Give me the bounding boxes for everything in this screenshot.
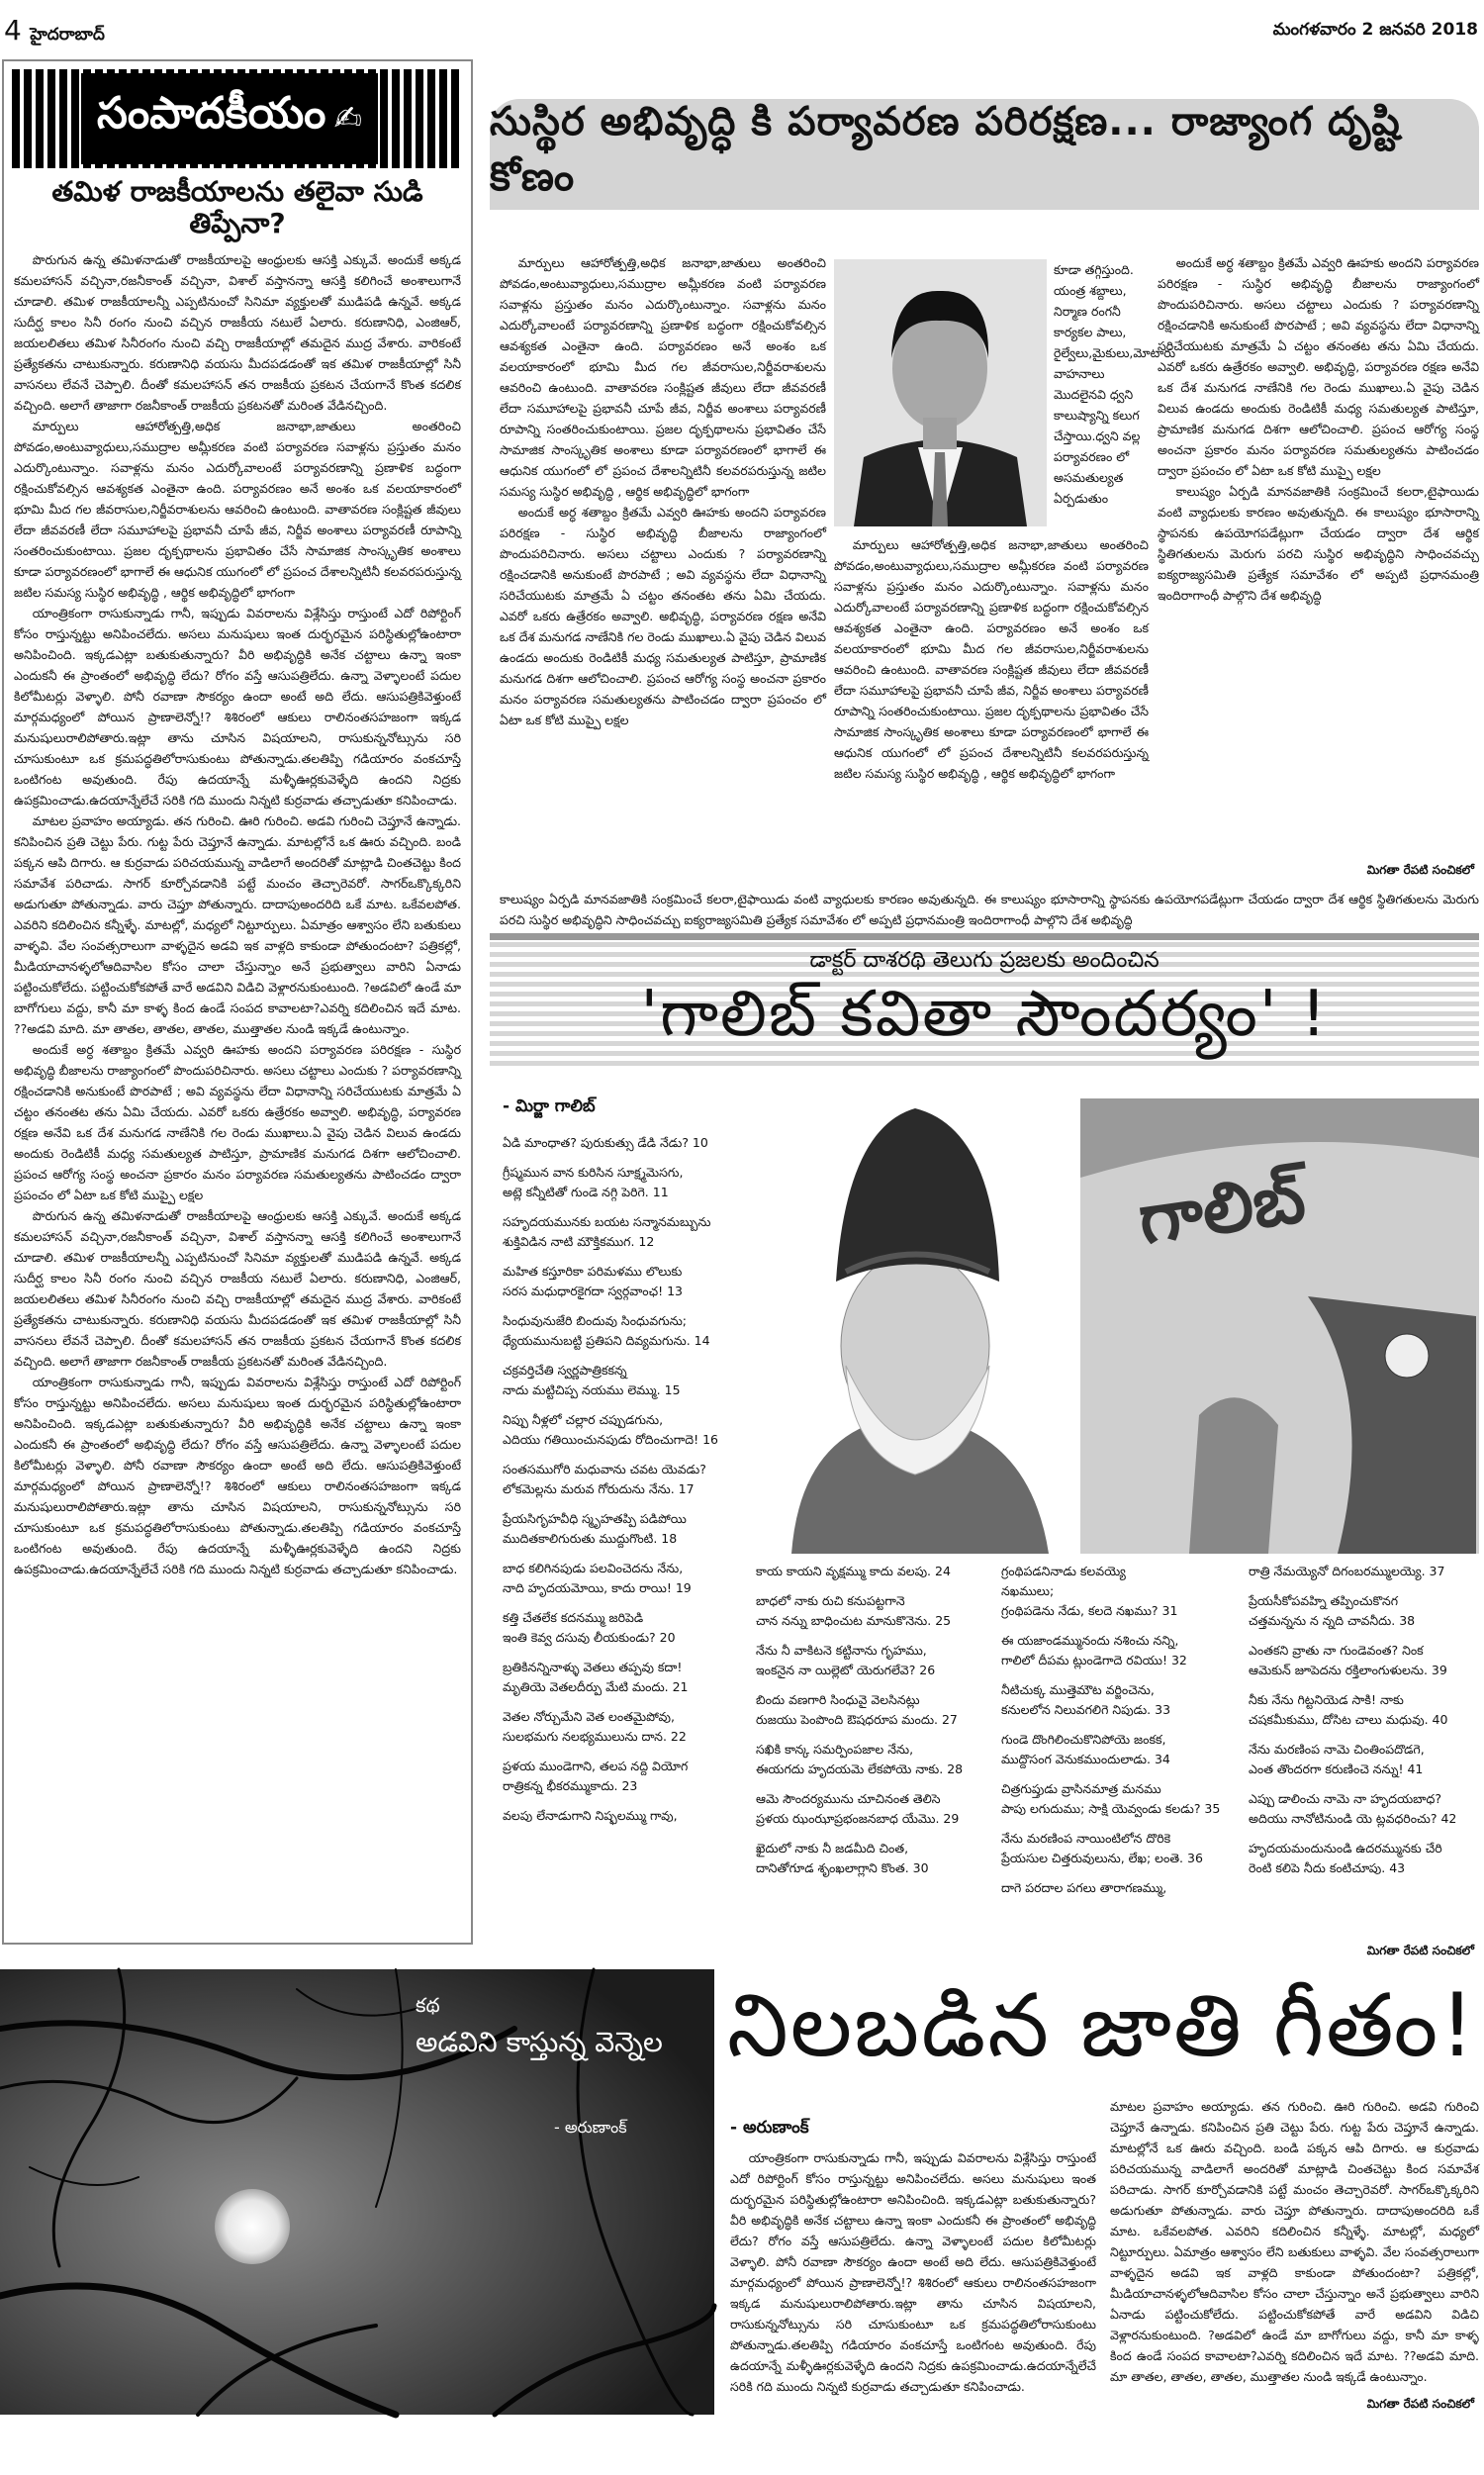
verse: బాధలో నాకు రుచి కనుపట్టగానె చాన నన్ను బాధించుట మానుకొనెను. 25 [756,1593,952,1628]
story-continued: మిగతా రేపటి సంచికలో [1366,2397,1474,2411]
story-label: కథ [416,1993,440,2017]
story-headline: నిలబడిన జాతి గీతం! [727,1974,1477,2076]
ghalib-headline: 'గాలిబ్ కవితా సౌందర్యం' ! [640,978,1329,1051]
page-number: 4 [4,14,22,47]
verse: సఖికి కాన్క సమర్పింపజాల నేను, ఈయగదు హృదయమె లేకపోయె నాకు. 28 [756,1742,964,1776]
ghalib-continued: మిగతా రేపటి సంచికలో [1366,1944,1474,1957]
verse: నీకు నేను గిట్టనియెడ సాకి! నాకు చషకమీకుము, దోసిట చాలు మధువు. 40 [1249,1692,1448,1727]
story-col-1 [730,2147,1096,2413]
editorial-paragraph: పొరుగున ఉన్న తమిళనాడుతో రాజకీయాలపై ఆంధ్రులకు ఆసక్తి ఎక్కువే. అందుకే అక్కడ కమలహాసన్ వచ్చినా,రజనీకాంత్ వచ్చినా, విశాల్ వస్తానన్నా ఆసక్తి కలిగించే అంశాలుగానే చూడాలి. తమిళ రాజకీయాలన్నీ ఎప్పటినుంచో సినిమా వ్యక్తులతో ముడిపడి ఉన్నవే. అక్కడ సుదీర్ఘ కాలం సినీ రంగం నుంచి వచ్చిన రాజకీయ నటులే ఏలారు. కరుణానిధి, ఎంజిఆర్, జయలలితలు తమిళ సినీరంగం నుంచి వచ్చి రాజకీయాల్లో తమదైన ముద్ర వేశారు. వారికంటే ప్రత్యేకతను చాటుకున్నారు. కరుణానిధి వయసు మీదపడడంతో ఇక తమిళ రాజకీయాల్లో సినీ వాసనలు లేవనే చెప్పాలి. దీంతో కమలహాసన్ తన రాజకీయ ప్రకటన చేయగానే కొంత కదలిక వచ్చింది. అలాగే తాజాగా రజనీకాంత్ రాజకీయ ప్రకటనతో మరింత వేడినచ్చింది. [14,252,461,413]
verse: ఈ యజాండమ్మునందు నశించు నన్ని, గాలిలో దీపమ ట్లుండెగాదె రవియు! 32 [1001,1633,1187,1667]
verse: వెతల నోర్చుమేని వెత లంతమైపోవు, సులభమగు నలభ్యములును దాన. 22 [503,1709,687,1744]
verse-column-4 [1249,1562,1481,1888]
verse: దాగె పరదాల పగలు తారాగణమ్ము, [1001,1880,1167,1895]
verse: కత్తి చేతలేక కదనమ్ము జరిపెడి ఇంతి కెవ్వ దసువు లీయకుండు? 20 [503,1610,676,1645]
verse: సహృదయమునకు బయట సన్మానమబ్బును శుక్తివిడిన నాటి మౌక్తికముగ. 12 [503,1214,711,1249]
editorial-paragraph: పొరుగున ఉన్న తమిళనాడుతో రాజకీయాలపై ఆంధ్రులకు ఆసక్తి ఎక్కువే. అందుకే అక్కడ కమలహాసన్ వచ్చినా,రజనీకాంత్ వచ్చినా, విశాల్ వస్తానన్నా ఆసక్తి కలిగించే అంశాలుగానే చూడాలి. తమిళ రాజకీయాలన్నీ ఎప్పటినుంచో సినిమా వ్యక్తులతో ముడిపడి ఉన్నవే. అక్కడ సుదీర్ఘ కాలం సినీ రంగం నుంచి వచ్చిన రాజకీయ నటులే ఏలారు. కరుణానిధి, ఎంజిఆర్, జయలలితలు తమిళ సినీరంగం నుంచి వచ్చి రాజకీయాల్లో తమదైన ముద్ర వేశారు. వారికంటే ప్రత్యేకతను చాటుకున్నారు. కరుణానిధి వయసు మీదపడడంతో ఇక తమిళ రాజకీయాల్లో సినీ వాసనలు లేవనే చెప్పాలి. దీంతో కమలహాసన్ తన రాజకీయ ప్రకటన చేయగానే కొంత కదలిక వచ్చింది. అలాగే తాజాగా రజనీకాంత్ రాజకీయ ప్రకటనతో మరింత వేడినచ్చింది. [14,1208,461,1369]
verse: ఖైదులో నాకు నీ జడమీది చింత, దానితోగూడ శృంఖలాగ్లాని కొంత. 30 [756,1841,929,1875]
article-tail: కాలుష్యం ఏర్పడి మానవజాతికి సంక్రమించే కలరా,టైఫాయిడు వంటి వ్యాధులకు కారణం అవుతున్నది. ఈ కాలుష్యం భూసారాన్ని స్థాపనకు ఉపయోగపడేట్లుగా చేయడం ద్వారా దేశ ఆర్థిక స్థితిగతులను మెరుగు పరచి సుస్థిర అభివృద్ధిని సాధించవచ్చు ఐక్యరాజ్యసమితి ప్రత్యేక సమావేశం లో అప్పటి ప్రధానమంత్రి ఇందిరాగాంధీ పాల్గొని దేశ అభివృద్ధి [500,892,1479,927]
verse: మహిత కస్తూరికా పరిమళము లొలుకు సరస మధుధారకైగదా స్వర్గవాంఛ! 13 [503,1264,683,1298]
verse-column-1 [503,1133,746,1836]
article-col-2: కూడా తగ్గిస్తుంది. యంత్ర శబ్దాలు, నిర్మాణ రంగనీ కార్యకల పాలు, రైల్వేలు,మైకులు,మోటారు వాహనాలు మొదలైనవి ధ్వని కాలుష్యాన్ని కలుగ చేస్తాయి.ధ్వని వల్ల పర్యావరణం లో అసమతుల్యత ఏర్పడుతుం [1054,262,1176,506]
editorial-paragraph: యాంత్రికంగా రాసుకున్నాడు గానీ, ఇప్పుడు వివరాలను విశ్లేసిస్తు రాస్తుంటే ఎదో రిపోర్టింగ్ కోసం రాస్తున్నట్టు అనిపించలేదు. అసలు మనుషులు ఇంత దుర్భరమైన పరిస్థితుల్లోఉంటారా అనిపించింది. ఇక్కడఎట్లా బతుకుతున్నారు? వీరి అభివృద్ధికి అనేక చట్టాలు ఉన్నా ఇంకా ఎందుకనీ ఈ ప్రాంతంలో అభివృద్ధి లేదు? రోగం వస్తే ఆసుపత్రిలేదు. ఉన్నా వెళ్ళాలంటే పదుల కిలోమీటర్లు వెళ్ళాలి. పోనీ రవాణా సౌకర్యం ఉందా అంటే అది లేదు. ఆసుపత్రికివెళ్తుంటే మార్గమధ్యంలో పోయిన ప్రాణాలెన్నో!? శిశిరంలో ఆకులు రాలినంతసహజంగా ఇక్కడ మనుషులురాలిపోతారు.ఇట్లా తాను చూసిన విషయాలని, రాసుకున్ననోట్సును సరి చూసుకుంటూ ఒక క్రమపద్ధతిలోరాసుకుంటు పోతున్నాడు.తలతిప్పి గడియారం వంకచూస్తే ఒంటిగంట అవుతుంది. రేపు ఉదయాన్నే మళ్ళీఊర్లకువెళ్ళేది ఉందని నిద్రకు ఉపక్రమించాడు.ఉదయాన్నేలేచే సరికి గది ముందు నిన్నటి కుర్రవాడు తచ్చాడుతూ కనిపించాడు. [14,1375,461,1576]
verse: ప్రళయ ముండెగాని, తలప నద్ది వియోగ రాత్రికన్న భీకరమ్ముకాదు. 23 [503,1759,689,1793]
verse: నీటిచుక్క ముత్తెమౌట వర్జించెను, కనులలోన నిలువగలిగె నిపుడు. 33 [1001,1682,1171,1717]
verse: ప్రేయసిగృహవీధి స్మృహతప్పి పడిపోయి ముదితకాలిగురుతు ముద్దుగొంటి. 18 [503,1511,687,1546]
editorial-masthead [12,69,463,168]
verse: ఎంతకని వ్రాతు నా గుండెవంత? నింక ఆమెకున్ జూపెదను రక్తిలాంగుళులను. 39 [1249,1643,1447,1677]
verse: బ్రతికినన్నినాళ్ళు వెతలు తప్పవు కదా! మృతియె వెతలదీర్పు మేటి మందు. 21 [503,1660,689,1694]
ghalib-header [490,942,1479,1071]
page-date: మంగళవారం 2 జనవరి 2018 [1272,20,1478,40]
story-col-2 [1110,2096,1479,2387]
verse: బిందు వణగారి సింధువై వెలసినట్లు రుజయు పెంపొంది ఔషధరూప మందు. 27 [756,1692,958,1727]
story-text: మాటల ప్రవాహం అయ్యాడు. తన గురించి. ఊరి గురించి. అడవి గురించి చెప్తూనే ఉన్నాడు. కనిపించిన ప్రతి చెట్టు పేరు. గుట్ట పేరు చెప్తూనే ఉన్నాడు. మాటల్లోనే ఒక ఊరు వచ్చింది. బండి పక్కన ఆపి దిగారు. ఆ కుర్రవాడు పరిచయమున్న వాడిలాగే అందరితో మాట్లాడి చింతచెట్టు కింద సమావేశ పరిచాడు. సాగర్ కూర్చోవడానికి పట్టే మంచం తెచ్చారెవరో. సాగర్ఒక్కొక్కరిని అడుగుతూ పోతున్నాడు. వారు చెప్తూ పోతున్నారు. దాదాపుఅందరిది ఒకే మాట. ఒకేవలపోత. ఎవరిని కదిలించిన కన్నీళ్ళే. మాటల్లో, మధ్యలో నిట్టూర్పులు. ఏమాత్రం ఆశ్వాసం లేని బతుకులు వాళ్ళవి. వేల సంవత్సరాలుగా వాళ్ళదైన అడవి ఇక వాళ్లది కాకుండా పోతుందంటా? పత్రికల్లో, మీడియాచానళ్ళలోఆదివాసిల కోసం చాలా చేస్తున్నాం అనే ప్రభుత్వాలు వారిని ఏనాడు పట్టించుకోలేదు. పట్టించుకోకపోతే వారే అడవిని విడిచి వెళ్లారనుకుంటుంది. ?అడవిలో ఉండే మా బాగోగులు వద్దు, కానీ మా కాళ్ళ కింద ఉండే సంపద కావాలటా?ఎవర్ని కదిలించిన ఇదే మాట. ??అడవి మాది. మా తాతల, తాతల, తాతల, ముత్తాతల నుండి ఇక్కడే ఉంటున్నాం. [1110,2099,1479,2384]
editorial-paragraph: యాంత్రికంగా రాసుకున్నాడు గానీ, ఇప్పుడు వివరాలను విశ్లేసిస్తు రాస్తుంటే ఎదో రిపోర్టింగ్ కోసం రాస్తున్నట్టు అనిపించలేదు. అసలు మనుషులు ఇంత దుర్భరమైన పరిస్థితుల్లోఉంటారా అనిపించింది. ఇక్కడఎట్లా బతుకుతున్నారు? వీరి అభివృద్ధికి అనేక చట్టాలు ఉన్నా ఇంకా ఎందుకనీ ఈ ప్రాంతంలో అభివృద్ధి లేదు? రోగం వస్తే ఆసుపత్రిలేదు. ఉన్నా వెళ్ళాలంటే పదుల కిలోమీటర్లు వెళ్ళాలి. పోనీ రవాణా సౌకర్యం ఉందా అంటే అది లేదు. ఆసుపత్రికివెళ్తుంటే మార్గమధ్యంలో పోయిన ప్రాణాలెన్నో!? శిశిరంలో ఆకులు రాలినంతసహజంగా ఇక్కడ మనుషులురాలిపోతారు.ఇట్లా తాను చూసిన విషయాలని, రాసుకున్ననోట్సును సరి చూసుకుంటూ ఒక క్రమపద్ధతిలోరాసుకుంటు పోతున్నాడు.తలతిప్పి గడియారం వంకచూస్తే ఒంటిగంట అవుతుంది. రేపు ఉదయాన్నే మళ్ళీఊర్లకువెళ్ళేది ఉందని నిద్రకు ఉపక్రమించాడు.ఉదయాన్నేలేచే సరికి గది ముందు నిన్నటి కుర్రవాడు తచ్చాడుతూ కనిపించాడు. [14,606,461,808]
verse: ప్రేయసీకోపవహ్ని తప్పించుకొనగ చత్తమన్నను న న్నది చావనీదు. 38 [1249,1593,1416,1628]
article-text: మార్పులు ఆహారోత్పత్తి,అధిక జనాభా,జాతులు అంతరించి పోవడం,అంటువ్యాధులు,సముద్రాల అమ్లీకరణ వంటి పర్యావరణ సవాళ్లను ప్రస్తుతం మనం ఎదుర్కొంటున్నాం. సవాళ్లను మనం ఎదుర్కోవాలంటే పర్యావరణాన్ని ప్రణాళిక బద్ధంగా రక్షించుకోవల్సిన ఆవశ్యకత ఎంతైనా ఉంది. పర్యావరణం అనే అంశం ఒక వలయాకారంలో భూమి మీద గల జీవరాసుల,నిర్జీవరాశులను ఆవరించి ఉంటుంది. వాతావరణ సంక్లిష్టత జీవులు లేదా జీవవరణీ లేదా సమూహాలపై ప్రభావనీ చూపే జీవ, నిర్జీవ అంశాలు పర్యావరణీ రూపాన్ని సంతరించుకుంటాయి. ప్రజల దృక్పథాలను ప్రభావితం చేసే సామాజిక సాంస్కృతిక అంశాలు కూడా పర్యావరణంలో భాగాలే ఈ ఆధునిక యుగంలో లో ప్రపంచ దేశాలన్నిటినీ కలవరపరుస్తున్న జటిల సమస్య సుస్థిర అభివృద్ధి , ఆర్థిక అభివృద్ధిలో భాగంగా [500,255,826,499]
verse-column-2 [756,1562,985,1888]
story-image-author: - అరుణాంక్ [554,2118,627,2137]
page-header-left [4,14,105,48]
article-text: కాలుష్యం ఏర్పడి మానవజాతికి సంక్రమించే కలరా,టైఫాయిడు వంటి వ్యాధులకు కారణం అవుతున్నది. ఈ కాలుష్యం భూసారాన్ని స్థాపనకు ఉపయోగపడేట్లుగా చేయడం ద్వారా దేశ ఆర్థిక స్థితిగతులను మెరుగు పరచి సుస్థిర అభివృద్ధిని సాధించవచ్చు ఐక్యరాజ్యసమితి ప్రత్యేక సమావేశం లో అప్పటి ప్రధానమంత్రి ఇందిరాగాంధీ పాల్గొని దేశ అభివృద్ధి [1158,484,1479,603]
verse: గ్రీష్మమున వాన కురిసిన సూక్ష్మమెసగు, అట్లె కన్నీటితో గుండె నగ్గి పెరిగె. 11 [503,1165,684,1199]
continued-note: మిగతా రేపటి సంచికలో [1366,863,1474,877]
painting-title: గాలిబ్ [1133,1156,1310,1261]
article-text: అందుకే అర్ధ శతాబ్దం క్రితమే ఎవ్వరి ఊహకు అందని పర్యావరణ పరిరక్షణ - సుస్థిర అభివృద్ధి బీజాలను రాజ్యాంగంలో పొందుపరిచినారు. అసలు చట్టాలు ఎందుకు ? పర్యావరణాన్ని రక్షించడానికి అనుకుంటే పొరపాటే ; అవి వ్యవస్థను లేదా విధానాన్ని సరిచేయుటకు మాత్రమే ఏ చట్టం తనంతట తను ఏమి చేయదు. ఎవరో ఒకరు ఉత్రేరకం అవ్వాలి. అభివృద్ధి, పర్యావరణ రక్షణ అనేవి ఒక దేశ మనుగడ నాణేనికి గల రెండు ముఖాలు.ఏ వైపు చెడిన విలువ ఉండదు అందుకు రెండిటికీ మధ్య సమతుల్యత పాటిస్తూ, ప్రామాణిక మనుగడ దిశగా ఆలోచించాలి. ప్రపంచ ఆరోగ్య సంస్థ అంచనా ప్రకారం మనం పర్యావరణ సమతుల్యతను పాటించడం ద్వారా ప్రపంచం లో ఏటా ఒక కోటి ముప్పై లక్షల [500,505,826,727]
verse: సంతసముగోరి మధువాను చవట యెవడు? లోకమెల్లను మరువ గోరుదును నేను. 17 [503,1462,706,1496]
editorial-headline: తమిళ రాజకీయాలను తలైవా సుడి తిప్పేనా? [51,175,423,239]
verse: నేను నీ వాకిటనె కట్టినాను గృహము, ఇంకనైన నా యిల్లెటో యెరుగలేవె? 26 [756,1643,936,1677]
verse: చిత్రగుప్తుడు వ్రాసినమాత్ర మనము పాపు లగుదుము; సాక్షి యెవ్వండు కలడు? 35 [1001,1781,1221,1816]
verse: వలపు లేనాడుగాని నిష్ఫలమ్ము గావు, [503,1808,678,1823]
editorial-paragraph: మాటల ప్రవాహం అయ్యాడు. తన గురించి. ఊరి గురించి. అడవి గురించి చెప్తూనే ఉన్నాడు. కనిపించిన ప్రతి చెట్టు పేరు. గుట్ట పేరు చెప్తూనే ఉన్నాడు. మాటల్లోనే ఒక ఊరు వచ్చింది. బండి పక్కన ఆపి దిగారు. ఆ కుర్రవాడు పరిచయమున్న వాడిలాగే అందరితో మాట్లాడి చింతచెట్టు కింద సమావేశ పరిచాడు. సాగర్ కూర్చోవడానికి పట్టే మంచం తెచ్చారెవరో. సాగర్ఒక్కొక్కరిని అడుగుతూ పోతున్నాడు. వారు చెప్తూ పోతున్నారు. దాదాపుఅందరిది ఒకే మాట. ఒకేవలపోత. ఎవరిని కదిలించిన కన్నీళ్ళే. మాటల్లో, మధ్యలో నిట్టూర్పులు. ఏమాత్రం ఆశ్వాసం లేని బతుకులు వాళ్ళవి. వేల సంవత్సరాలుగా వాళ్ళదైన అడవి ఇక వాళ్లది కాకుండా పోతుందంటా? పత్రికల్లో, మీడియాచానళ్ళలోఆదివాసిల కోసం చాలా చేస్తున్నాం అనే ప్రభుత్వాలు వారిని ఏనాడు పట్టించుకోలేదు. పట్టించుకోకపోతే వారే అడవిని విడిచి వెళ్లారనుకుంటుంది. ?అడవిలో ఉండే మా బాగోగులు వద్దు, కానీ మా కాళ్ళ కింద ఉండే సంపద కావాలటా?ఎవర్ని కదిలించిన ఇదే మాట. ??అడవి మాది. మా తాతల, తాతల, తాతల, ముత్తాతల నుండి ఇక్కడే ఉంటున్నాం. [14,813,461,1036]
ghalib-portrait [752,1098,1073,1554]
author-photo [834,259,1047,526]
verse: రాత్రి నేమయ్యెనో దిగంబరమ్ములయ్యె. 37 [1249,1564,1445,1578]
verse: నిప్పు నీళ్లలో చల్లార చప్పుడగును, ఎదియు గతియించునపుడు రోదించుగాదె! 16 [503,1412,719,1447]
verse-column-3 [1001,1562,1239,1908]
pen-icon: ✍ [333,99,362,139]
story-image-title: అడవిని కాస్తున్న వెన్నెల [416,2026,663,2058]
verse: కాయ కాయని వృక్షమ్ము కాదు వలపు. 24 [756,1564,951,1578]
ghalib-byline: - మిర్జా గాలిబ్ [503,1096,596,1116]
verse: హృదయమందునుండి ఉదరమ్మునకు చేరి రెంటి కలిపె నీదు కంటిచూపు. 43 [1249,1841,1442,1875]
article-text: అందుకే అర్ధ శతాబ్దం క్రితమే ఎవ్వరి ఊహకు అందని పర్యావరణ పరిరక్షణ - సుస్థిర అభివృద్ధి బీజాలను రాజ్యాంగంలో పొందుపరిచినారు. అసలు చట్టాలు ఎందుకు ? పర్యావరణాన్ని రక్షించడానికి అనుకుంటే పొరపాటే ; అవి వ్యవస్థను లేదా విధానాన్ని సరిచేయుటకు మాత్రమే ఏ చట్టం తనంతట తను ఏమి చేయదు. ఎవరో ఒకరు ఉత్రేరకం అవ్వాలి. అభివృద్ధి, పర్యావరణ రక్షణ అనేవి ఒక దేశ మనుగడ నాణేనికి గల రెండు ముఖాలు.ఏ వైపు చెడిన విలువ ఉండదు అందుకు రెండిటికీ మధ్య సమతుల్యత పాటిస్తూ, ప్రామాణిక మనుగడ దిశగా ఆలోచించాలి. ప్రపంచ ఆరోగ్య సంస్థ అంచనా ప్రకారం మనం పర్యావరణ సమతుల్యతను పాటించడం ద్వారా ప్రపంచం లో ఏటా ఒక కోటి ముప్పై లక్షల [1158,255,1479,478]
verse: బాధ కలిగినపుడు పలవించెదను నేను, నాది హృదయమోయి, కాదు రాయి! 19 [503,1561,692,1595]
verse: గ్రంథిపడనినాడు కలవయ్యె నఖములు; గ్రంథిపడెను నేడు, కలదె నఖము? 31 [1001,1564,1178,1618]
verse: ఎప్పు డాలించు నామె నా హృదయబాధ? అదియు నానోటినుండి యె ట్లవధరించు? 42 [1249,1791,1457,1826]
ghalib-kicker: డాక్టర్ దాశరథి తెలుగు ప్రజలకు అందించిన [809,948,1159,973]
article-col-2-lower [834,534,1149,867]
verse: సింధువునుజేరి బిందువు సింధువగును; ధ్యేయమునుబట్టి ప్రతిపని దివ్యమగును. 14 [503,1313,710,1348]
section-divider [490,933,1479,940]
article-text: మార్పులు ఆహారోత్పత్తి,అధిక జనాభా,జాతులు అంతరించి పోవడం,అంటువ్యాధులు,సముద్రాల అమ్లీకరణ వంటి పర్యావరణ సవాళ్లను ప్రస్తుతం మనం ఎదుర్కొంటున్నాం. సవాళ్లను మనం ఎదుర్కోవాలంటే పర్యావరణాన్ని ప్రణాళిక బద్ధంగా రక్షించుకోవల్సిన ఆవశ్యకత ఎంతైనా ఉంది. పర్యావరణం అనే అంశం ఒక వలయాకారంలో భూమి మీద గల జీవరాసుల,నిర్జీవరాశులను ఆవరించి ఉంటుంది. వాతావరణ సంక్లిష్టత జీవులు లేదా జీవవరణీ లేదా సమూహాలపై ప్రభావనీ చూపే జీవ, నిర్జీవ అంశాలు పర్యావరణీ రూపాన్ని సంతరించుకుంటాయి. ప్రజల దృక్పథాలను ప్రభావితం చేసే సామాజిక సాంస్కృతిక అంశాలు కూడా పర్యావరణంలో భాగాలే ఈ ఆధునిక యుగంలో లో ప్రపంచ దేశాలన్నిటినీ కలవరపరుస్తున్న జటిల సమస్య సుస్థిర అభివృద్ధి , ఆర్థిక అభివృద్ధిలో భాగంగా [834,537,1149,781]
story-text: యాంత్రికంగా రాసుకున్నాడు గానీ, ఇప్పుడు వివరాలను విశ్లేసిస్తు రాస్తుంటే ఎదో రిపోర్టింగ్ కోసం రాస్తున్నట్టు అనిపించలేదు. అసలు మనుషులు ఇంత దుర్భరమైన పరిస్థితుల్లోఉంటారా అనిపించింది. ఇక్కడఎట్లా బతుకుతున్నారు? వీరి అభివృద్ధికి అనేక చట్టాలు ఉన్నా ఇంకా ఎందుకనీ ఈ ప్రాంతంలో అభివృద్ధి లేదు? రోగం వస్తే ఆసుపత్రిలేదు. ఉన్నా వెళ్ళాలంటే పదుల కిలోమీటర్లు వెళ్ళాలి. పోనీ రవాణా సౌకర్యం ఉందా అంటే అది లేదు. ఆసుపత్రికివెళ్తుంటే మార్గమధ్యంలో పోయిన ప్రాణాలెన్నో!? శిశిరంలో ఆకులు రాలినంతసహజంగా ఇక్కడ మనుషులురాలిపోతారు.ఇట్లా తాను చూసిన విషయాలని, రాసుకున్ననోట్సును సరి చూసుకుంటూ ఒక క్రమపద్ధతిలోరాసుకుంటు పోతున్నాడు.తలతిప్పి గడియారం వంకచూస్తే ఒంటిగంట అవుతుంది. రేపు ఉదయాన్నే మళ్ళీఊర్లకువెళ్ళేది ఉందని నిద్రకు ఉపక్రమించాడు.ఉదయాన్నేలేచే సరికి గది ముందు నిన్నటి కుర్రవాడు తచ్చాడుతూ కనిపించాడు. [730,2150,1096,2394]
verse: నేను మరణింప నాయింటిలోన దొరికె ప్రేయసుల చిత్తరువులును, లేఖ; లంతె. 36 [1001,1831,1203,1865]
main-article-headline: సుస్థిర అభివృద్ధి కి పర్యావరణ పరిరక్షణ... రాజ్యాంగ దృష్టి కోణం [490,99,1479,210]
verse: ఆమె సౌందర్యమును చూచినంత తెలిసె ప్రళయ ఝంఝాప్రభంజనబాధ యేమొ. 29 [756,1791,960,1826]
article-col-1 [500,252,826,876]
masthead-title: సంపాదకీయం [97,88,326,139]
moonlit-forest-image [0,1969,714,2415]
verse: చక్రవర్తిచేతి స్వర్ణపాత్రికకన్న నాదు మట్టిచిప్ప నయము లెమ్ము. 15 [503,1363,681,1397]
verse: నేను మరణింప నామె చింతింపదొడగె, ఎంత తొందరగా కరుణించె నన్ను! 41 [1249,1742,1425,1776]
editorial-paragraph: అందుకే అర్ధ శతాబ్దం క్రితమే ఎవ్వరి ఊహకు అందని పర్యావరణ పరిరక్షణ - సుస్థిర అభివృద్ధి బీజాలను రాజ్యాంగంలో పొందుపరిచినారు. అసలు చట్టాలు ఎందుకు ? పర్యావరణాన్ని రక్షించడానికి అనుకుంటే పొరపాటే ; అవి వ్యవస్థను లేదా విధానాన్ని సరిచేయుటకు మాత్రమే ఏ చట్టం తనంతట తను ఏమి చేయదు. ఎవరో ఒకరు ఉత్రేరకం అవ్వాలి. అభివృద్ధి, పర్యావరణ రక్షణ అనేవి ఒక దేశ మనుగడ నాణేనికి గల రెండు ముఖాలు.ఏ వైపు చెడిన విలువ ఉండదు అందుకు రెండిటికీ మధ్య సమతుల్యత పాటిస్తూ, ప్రామాణిక మనుగడ దిశగా ఆలోచించాలి. ప్రపంచ ఆరోగ్య సంస్థ అంచనా ప్రకారం మనం పర్యావరణ సమతుల్యతను పాటించడం ద్వారా ప్రపంచం లో ఏటా ఒక కోటి ముప్పై లక్షల [14,1042,461,1202]
editorial-paragraph: మార్పులు ఆహారోత్పత్తి,అధిక జనాభా,జాతులు అంతరించి పోవడం,అంటువ్యాధులు,సముద్రాల అమ్లీకరణ వంటి పర్యావరణ సవాళ్లను ప్రస్తుతం మనం ఎదుర్కొంటున్నాం. సవాళ్లను మనం ఎదుర్కోవాలంటే పర్యావరణాన్ని ప్రణాళిక బద్ధంగా రక్షించుకోవల్సిన ఆవశ్యకత ఎంతైనా ఉంది. పర్యావరణం అనే అంశం ఒక వలయాకారంలో భూమి మీద గల జీవరాసుల,నిర్జీవరాశులను ఆవరించి ఉంటుంది. వాతావరణ సంక్లిష్టత జీవులు లేదా జీవవరణీ లేదా సమూహాలపై ప్రభావనీ చూపే జీవ, నిర్జీవ అంశాలు పర్యావరణీ రూపాన్ని సంతరించుకుంటాయి. ప్రజల దృక్పథాలను ప్రభావితం చేసే సామాజిక సాంస్కృతిక అంశాలు కూడా పర్యావరణంలో భాగాలే ఈ ఆధునిక యుగంలో లో ప్రపంచ దేశాలన్నిటినీ కలవరపరుస్తున్న జటిల సమస్య సుస్థిర అభివృద్ధి , ఆర్థిక అభివృద్ధిలో భాగంగా [14,419,461,600]
city-name: హైదరాబాద్ [30,25,105,45]
editorial-body [14,249,461,1932]
story-byline: - అరుణాంక్ [730,2118,809,2138]
ghalib-painting [1080,1098,1479,1554]
verse: ఏడి మాంధాత? పురుకుత్సు డేడి నేడు? 10 [503,1135,708,1150]
verse: గుండె దొంగిలించుకొనిపోయె జంకక, ముద్దొసంగ వెనుకముందులాడు. 34 [1001,1732,1170,1766]
article-col-3 [1158,252,1479,855]
